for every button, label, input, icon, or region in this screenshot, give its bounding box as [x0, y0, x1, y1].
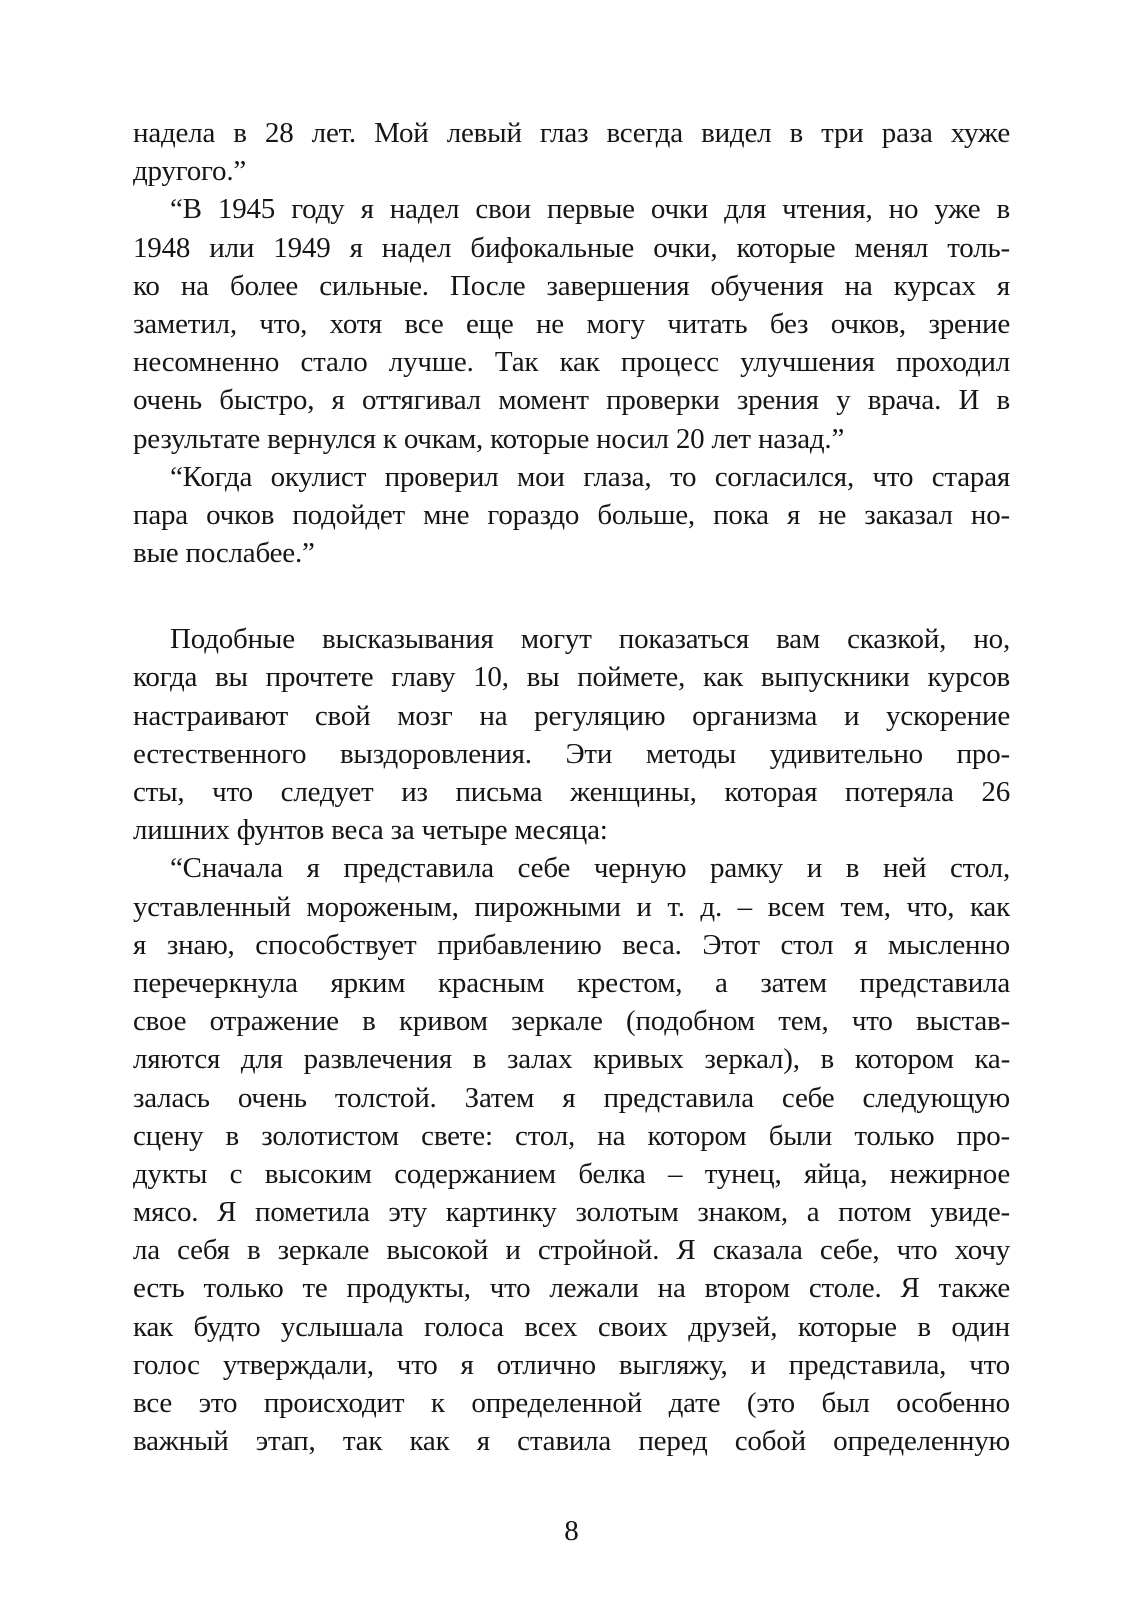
text-line	[133, 496, 1010, 534]
text-line-content: заметил, что, хотя все еще не могу читать без очков, зрение	[133, 307, 1011, 340]
text-line-content: сцену в золотистом свете: стол, на котором были только про-	[133, 1119, 1010, 1152]
text-line	[133, 735, 1010, 773]
text-line	[133, 229, 1010, 267]
text-line-content: “Когда окулист проверил мои глаза, то согласился, что старая	[170, 460, 1011, 493]
text-line	[133, 1117, 1010, 1155]
text-line-content: несомненно стало лучше. Так как процесс улучшения проходил	[133, 346, 1011, 379]
text-line-content: я знаю, способствует прибавлению веса. Этот стол я мысленно	[133, 928, 1010, 961]
text-line-content: как будто услышала голоса всех своих друзей, которые в один	[133, 1310, 1010, 1343]
text-line	[133, 926, 1010, 964]
text-line-content: все это происходит к определенной дате (это был особенно	[133, 1387, 1010, 1419]
text-line	[133, 267, 1010, 305]
text-line	[133, 420, 1010, 458]
text-line-content: результате вернулся к очкам, которые носил 20 лет назад.”	[133, 422, 845, 455]
text-line-content: сты, что следует из письма женщины, которая потеряла 26	[133, 776, 1010, 808]
text-line-content: “Сначала я представила себе черную рамку и в ней стол,	[170, 852, 1011, 885]
text-line-content: мясо. Я пометила эту картинку золотым знаком, а потом увиде-	[133, 1196, 1010, 1229]
text-line	[133, 1002, 1010, 1040]
text-line-content: ла себя в зеркале высокой и стройной. Я сказала себе, что хочу	[133, 1234, 1011, 1267]
text-line-content: вые послабее.”	[133, 537, 315, 570]
text-line	[133, 1308, 1010, 1346]
text-line	[133, 152, 1010, 190]
text-line	[133, 658, 1010, 696]
text-line-content: “В 1945 году я надел свои первые очки для чтения, но уже в	[170, 193, 1010, 226]
text-line	[133, 1040, 1010, 1078]
text-line-content: настраивают свой мозг на регуляцию организма и ускорение	[133, 699, 1010, 732]
text-block	[133, 114, 1010, 1460]
text-line-content: ко на более сильные. После завершения обучения на курсах я	[133, 269, 1011, 302]
paragraph	[133, 458, 1010, 573]
text-line-content: уставленный мороженым, пирожными и т. д. – всем тем, что, как	[133, 890, 1010, 923]
text-line	[133, 620, 1010, 658]
text-line	[133, 1193, 1010, 1231]
text-line	[133, 888, 1010, 926]
text-line-content: лишних фунтов веса за четыре месяца:	[133, 814, 608, 847]
text-line-content: перечеркнула ярким красным крестом, а затем представила	[133, 966, 1011, 999]
text-line	[133, 773, 1010, 811]
text-line	[133, 305, 1010, 343]
text-line-content: Подобные высказывания могут показаться вам сказкой, но,	[170, 623, 1010, 656]
text-line	[133, 1346, 1010, 1384]
text-line-content: очень быстро, я оттягивал момент проверки зрения у врача. И в	[133, 384, 1011, 417]
text-line	[133, 1269, 1010, 1307]
page-number: 8	[564, 1515, 579, 1547]
text-line-content: свое отражение в кривом зеркале (подобном тем, что выстав-	[133, 1005, 1010, 1038]
text-line-content: пара очков подойдет мне гораздо больше, пока я не заказал но-	[133, 498, 1011, 531]
paragraph	[133, 190, 1010, 457]
text-line	[133, 1422, 1010, 1460]
text-line	[133, 458, 1010, 496]
text-line	[133, 964, 1010, 1002]
text-line-content: другого.”	[133, 155, 247, 188]
text-line-content: есть только те продукты, что лежали на втором столе. Я также	[133, 1272, 1011, 1305]
text-line-content: надела в 28 лет. Мой левый глаз всегда видел в три раза хуже	[133, 117, 1011, 149]
text-line-content: когда вы прочтете главу 10, вы поймете, как выпускники курсов	[133, 661, 1010, 694]
text-line	[133, 1384, 1010, 1422]
paragraph	[133, 849, 1010, 1460]
paragraph	[133, 620, 1010, 849]
text-line-content: ляются для развлечения в залах кривых зеркал), в котором ка-	[133, 1043, 1011, 1076]
text-line-content: залась очень толстой. Затем я представила себе следующую	[133, 1081, 1010, 1114]
text-line	[133, 534, 1010, 572]
text-line-content: дукты с высоким содержанием белка – тунец, яйца, нежирное	[133, 1157, 1011, 1190]
text-line	[133, 114, 1010, 152]
text-line	[133, 811, 1010, 849]
text-line	[133, 343, 1010, 381]
text-line	[133, 1079, 1010, 1117]
text-line-content: естественного выздоровления. Эти методы удивительно про-	[133, 737, 1010, 770]
text-line-content: 1948 или 1949 я надел бифокальные очки, которые менял толь-	[133, 231, 1010, 264]
text-line-content: голос утверждали, что я отлично выгляжу, и представила, что	[133, 1348, 1010, 1381]
text-line	[133, 849, 1010, 887]
text-line	[133, 697, 1010, 735]
text-line	[133, 1155, 1010, 1193]
text-line-content: важный этап, так как я ставила перед собой определенную	[133, 1425, 1010, 1458]
paragraph	[133, 114, 1010, 190]
text-line	[133, 190, 1010, 228]
text-line	[133, 1231, 1010, 1269]
text-line	[133, 381, 1010, 419]
